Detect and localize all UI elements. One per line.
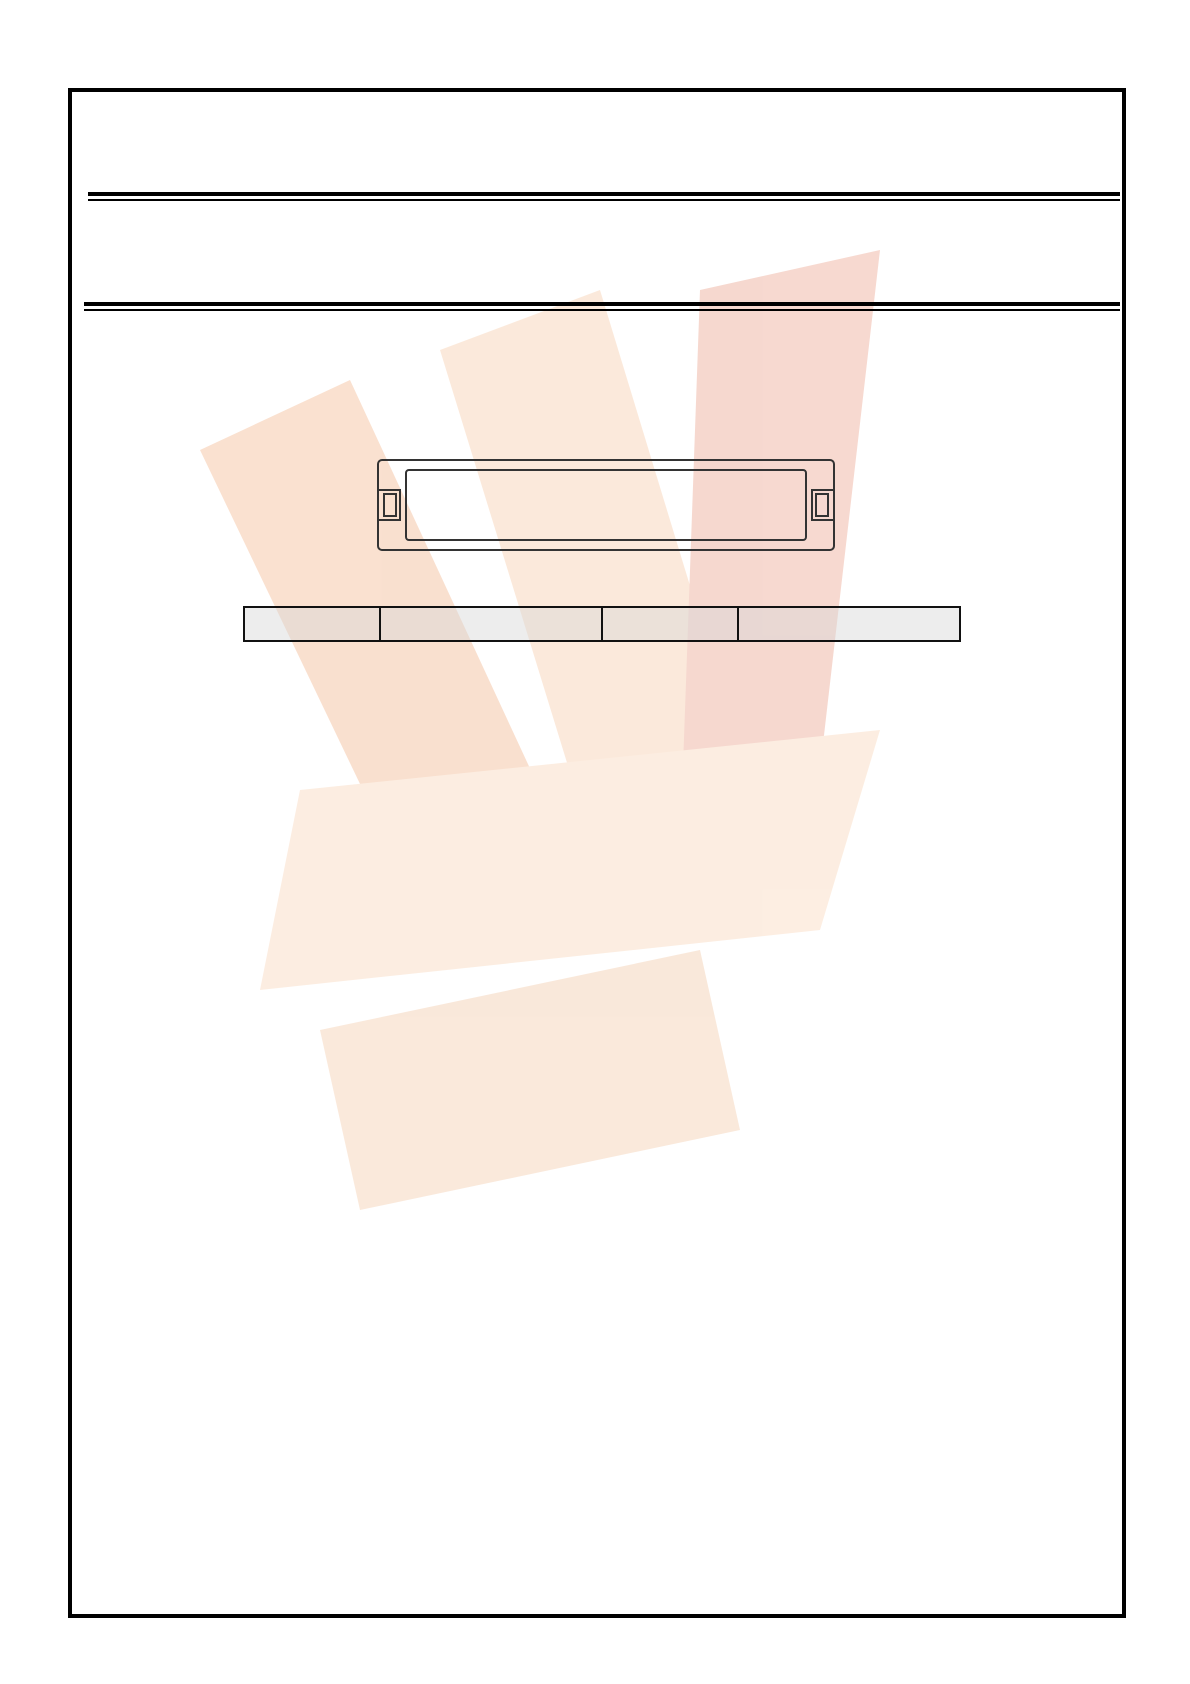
header-pin-no [244,607,380,641]
header-signal [738,607,960,641]
title-rule [84,302,1120,311]
watermark-logo [180,230,1080,1390]
header-pin-no [602,607,738,641]
header-signal [380,607,602,641]
connector-diagram [376,430,836,578]
header-rule [88,192,1120,201]
table-header-row [244,607,960,641]
pin-assignment-table [243,606,961,642]
